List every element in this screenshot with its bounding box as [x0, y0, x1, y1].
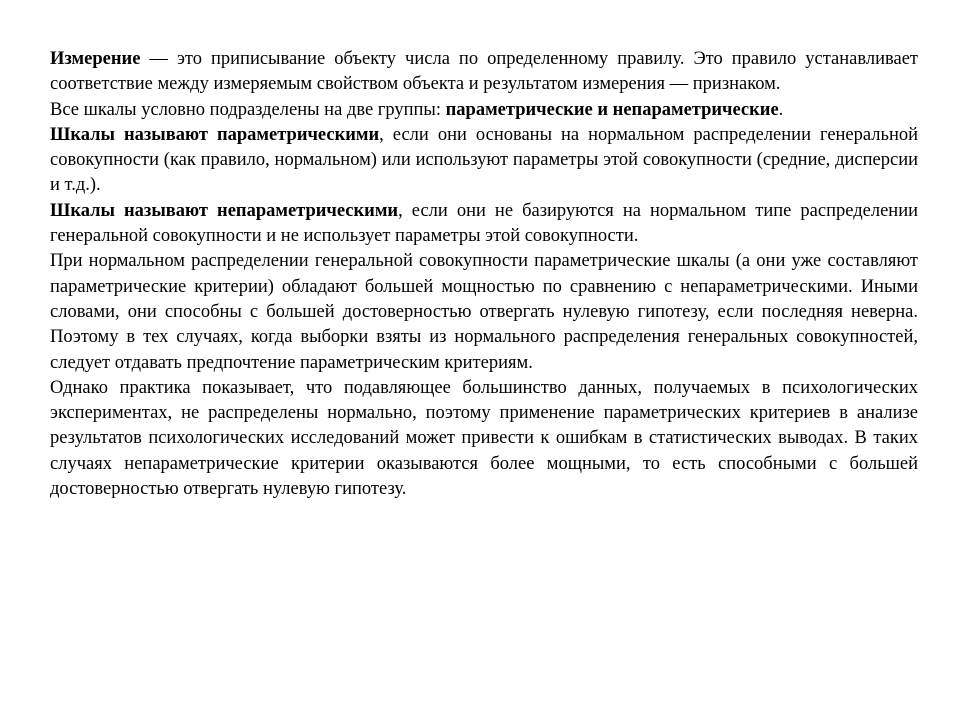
- paragraph-scale-groups: [50, 98, 918, 123]
- paragraph-text: При нормальном распределении генеральной совокупности параметрические шкалы (а они уже составляют параметрические критерии) обладают большей мощностью по сравнению с непараметрическими. Иными словами, они способны с большей достоверностью отвергать нулевую гипотезу, если последняя неверна. Поэтому в тех случаях, когда выборки взяты из нормального распределения генеральных совокупностей, следует отдавать предпочтение параметрическим критериям.: [50, 251, 918, 373]
- term-measurement: Измерение: [50, 49, 141, 69]
- paragraph-text: , если они не базируются на нормальном типе распределении генеральной совокупности и не использует параметры этой совокупности.: [50, 200, 918, 247]
- term-scale-groups: параметрические и непараметрические: [445, 99, 779, 120]
- paragraph-text: Все шкалы условно подразделены на две группы:: [50, 99, 446, 120]
- paragraph-parametric-scales: [50, 123, 918, 199]
- paragraph-nonparametric-scales: [50, 199, 918, 250]
- paragraph-practice-note: [50, 376, 918, 502]
- paragraph-text: Однако практика показывает, что подавляющее большинство данных, получаемых в психологических экспериментах, не распределены нормально, поэтому применение параметрических критериев в анализе результатов психологических исследований может привести к ошибкам в статистических выводах. В таких случаях непараметрические критерии оказываются более мощными, то есть способными с большей достоверностью отвергать нулевую гипотезу.: [50, 377, 918, 500]
- paragraph-parametric-power: [50, 249, 918, 375]
- slide-text-body: [50, 47, 918, 502]
- paragraph-text: .: [778, 99, 784, 120]
- term-parametric: Шкалы называют параметрическими: [50, 124, 380, 145]
- paragraph-measurement-definition: [50, 47, 918, 98]
- paragraph-text: — это приписывание объекту числа по определенному правилу. Это правило устанавливает соответствие между измеряемым свойством объекта и результатом измерения — признаком.: [50, 49, 918, 95]
- term-nonparametric: Шкалы называют непараметрическими: [50, 200, 399, 221]
- paragraph-text: , если они основаны на нормальном распределении генеральной совокупности (как правило, нормальном) или используют параметры этой совокупности (средние, дисперсии и т.д.).: [50, 124, 918, 196]
